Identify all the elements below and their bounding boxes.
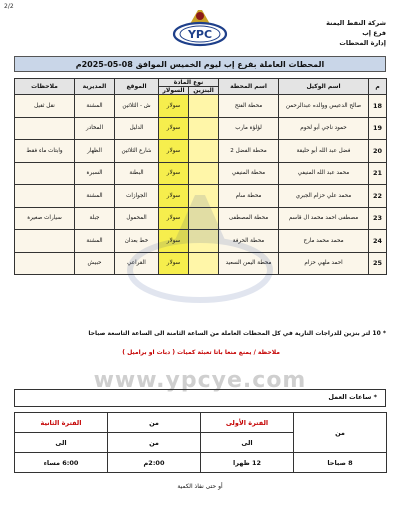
location-cell: خط بعدان — [115, 230, 159, 253]
notes-cell: سيارات صغيرة — [15, 207, 75, 230]
ypc-logo — [168, 6, 232, 52]
location-cell: الدليل — [115, 117, 159, 140]
from-label-2: من — [108, 413, 201, 433]
agent-name: محمد محمد مارح — [279, 230, 369, 253]
solar-cell: سولار — [159, 230, 189, 253]
first-from-time: 8 صباحا — [294, 453, 387, 473]
header-benzine: البنزين — [189, 87, 219, 95]
header-station: اسم المحطة — [219, 79, 279, 95]
solar-cell: سولار — [159, 162, 189, 185]
page-title: المحطات العاملة بفرع إب ليوم الخميس الموافق 08-05-2025م — [14, 56, 386, 72]
directorate-cell: السبرة — [75, 162, 115, 185]
agent-name: فضل عبد الله أبو حليقة — [279, 140, 369, 163]
to-label-2: الى — [15, 433, 108, 453]
row-num: 22 — [369, 185, 387, 208]
station-name: محطة الحرفة — [219, 230, 279, 253]
row-num: 24 — [369, 230, 387, 253]
location-cell: القراعي — [115, 252, 159, 275]
location-cell: المحمول — [115, 207, 159, 230]
first-to-time: 12 ظهرا — [201, 453, 294, 473]
shifts-table — [14, 412, 387, 473]
benzine-cell — [189, 185, 219, 208]
notes-cell: وابتات ماء فقط — [15, 140, 75, 163]
header-notes: ملاحظات — [15, 79, 75, 95]
table-row — [15, 207, 387, 230]
row-num: 20 — [369, 140, 387, 163]
directorate-cell: الظهار — [75, 140, 115, 163]
shift-time-row — [15, 453, 387, 473]
directorate-cell: المشنة — [75, 95, 115, 118]
notes-cell — [15, 162, 75, 185]
solar-cell: سولار — [159, 207, 189, 230]
benzine-cell — [189, 252, 219, 275]
header-solar: السولار — [159, 87, 189, 95]
warning-note: ملاحظة / يمنع منعا باتا تعبئة كميات ( دبات او براميل ) — [122, 349, 280, 356]
directorate-cell: المشنة — [75, 185, 115, 208]
table-row — [15, 230, 387, 253]
directorate-cell: حبيش — [75, 252, 115, 275]
station-name: محطة اليمن السعيد — [219, 252, 279, 275]
row-num: 23 — [369, 207, 387, 230]
header-agent: اسم الوكيل — [279, 79, 369, 95]
station-name: لؤلؤة مارب — [219, 117, 279, 140]
logo-text: YPC — [187, 28, 213, 41]
row-num: 19 — [369, 117, 387, 140]
table-row — [15, 95, 387, 118]
location-cell: الجوازات — [115, 185, 159, 208]
page-number: 2/2 — [4, 3, 14, 10]
company-header — [326, 18, 386, 48]
table-row — [15, 117, 387, 140]
notes-cell — [15, 185, 75, 208]
row-num: 18 — [369, 95, 387, 118]
notes-cell — [15, 117, 75, 140]
work-hours-title: * ساعات العمل — [328, 393, 377, 401]
station-name: محطة المنيفي — [219, 162, 279, 185]
location-cell: ش - الثلاثين — [115, 95, 159, 118]
benzine-cell — [189, 207, 219, 230]
agent-name: احمد ملهي حزام — [279, 252, 369, 275]
department-name: إدارة المحطات — [339, 39, 386, 47]
agent-name: حمود ناجي أبو لحوم — [279, 117, 369, 140]
row-num: 21 — [369, 162, 387, 185]
solar-cell: سولار — [159, 117, 189, 140]
work-hours-box — [14, 389, 386, 407]
location-cell: البطنة — [115, 162, 159, 185]
header-location: الموقع — [115, 79, 159, 95]
first-period-label: الفترة الأولى — [201, 413, 294, 433]
table-row — [15, 162, 387, 185]
second-from-time: 2:00م — [108, 453, 201, 473]
second-period-label: الفترة الثانية — [15, 413, 108, 433]
notes-cell — [15, 230, 75, 253]
solar-cell: سولار — [159, 95, 189, 118]
from-label: من — [294, 413, 387, 453]
row-num: 25 — [369, 252, 387, 275]
directorate-cell: المخادر — [75, 117, 115, 140]
branch-name: فرع إب — [362, 29, 386, 37]
table-row — [15, 185, 387, 208]
header-directorate: المديرية — [75, 79, 115, 95]
motorcycle-note: * 10 لتر بنزين للدراجات النارية في كل المحطات العاملة من الساعة الثامنة الى الساعة التاسعة صباحا — [88, 330, 386, 337]
agent-name: صالح الدعيس ووالده عبدالرحمن — [279, 95, 369, 118]
benzine-cell — [189, 117, 219, 140]
station-name: محطة المصطفى — [219, 207, 279, 230]
until-stock-note: أو حتى نفاذ الكمية — [177, 483, 223, 490]
solar-cell: سولار — [159, 185, 189, 208]
agent-name: محمد علي حزام الجبري — [279, 185, 369, 208]
table-row — [15, 140, 387, 163]
station-name: محطة الفتح — [219, 95, 279, 118]
to-label: الى — [201, 433, 294, 453]
second-to-time: 6:00 مساء — [15, 453, 108, 473]
stations-table — [14, 78, 387, 275]
website-watermark: www.ypcye.com — [93, 368, 307, 393]
solar-cell: سولار — [159, 140, 189, 163]
location-cell: شارع الثلاثين — [115, 140, 159, 163]
company-name: شركة النفط اليمنة — [326, 19, 386, 27]
directorate-cell: المشنة — [75, 230, 115, 253]
station-name: محطة الفضل 2 — [219, 140, 279, 163]
agent-name: محمد عبد الله المنيفي — [279, 162, 369, 185]
station-name: محطة سام — [219, 185, 279, 208]
solar-cell: سولار — [159, 252, 189, 275]
table-row — [15, 252, 387, 275]
notes-cell — [15, 252, 75, 275]
agent-name: مصطفى احمد محمد ال قاسم — [279, 207, 369, 230]
benzine-cell — [189, 230, 219, 253]
benzine-cell — [189, 162, 219, 185]
shift-period-row — [15, 413, 387, 433]
directorate-cell: جبلة — [75, 207, 115, 230]
header-num: م — [369, 79, 387, 95]
benzine-cell — [189, 140, 219, 163]
benzine-cell — [189, 95, 219, 118]
notes-cell: نقل ثقيل — [15, 95, 75, 118]
from-label-3: من — [108, 433, 201, 453]
header-material: نوع المادة — [159, 79, 219, 87]
